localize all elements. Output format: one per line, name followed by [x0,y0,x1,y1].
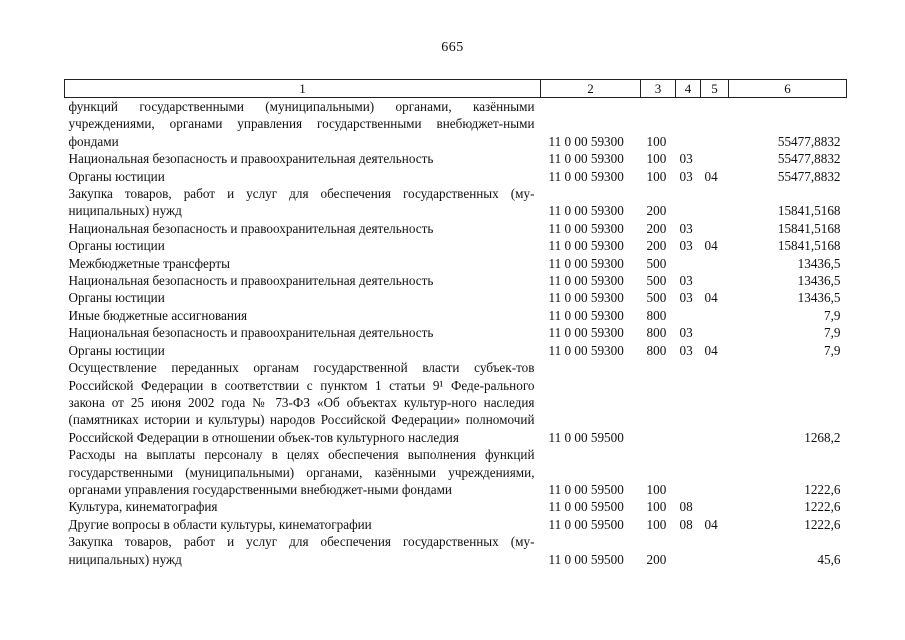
row-section: 08 [679,499,693,515]
table-row [65,342,847,359]
header-col-3: 3 [641,80,676,98]
row-target-code: 11 0 00 59500 [548,499,624,515]
row-target-code: 11 0 00 59300 [548,290,624,306]
header-col-6: 6 [729,80,847,98]
row-target-code: 11 0 00 59500 [548,551,624,567]
table-row [65,98,847,151]
row-amount: 13436,5 [797,273,841,289]
row-section: 03 [679,168,693,184]
row-subsection: 04 [704,516,718,532]
row-expense-type: 100 [646,516,667,532]
table-row [65,272,847,289]
row-expense-type: 500 [646,290,667,306]
row-amount: 15841,5168 [777,203,841,219]
row-amount: 55477,8832 [777,151,841,167]
row-name: Закупка товаров, работ и услуг для обеспечения государственных (му-ниципальных) нужд [68,534,535,567]
row-target-code: 11 0 00 59300 [548,325,624,341]
row-subsection [701,272,729,289]
row-target-code: 11 0 00 59500 [548,429,624,445]
row-expense-type: 100 [646,133,667,149]
table-row [65,237,847,254]
row-expense-type: 200 [646,551,667,567]
row-subsection [701,446,729,498]
row-expense-type [641,359,676,446]
row-section [676,307,701,324]
header-col-4: 4 [676,80,701,98]
row-name: Национальная безопасность и правоохранительная деятельность [68,220,434,236]
header-col-2: 2 [541,80,641,98]
table-row [65,220,847,237]
row-section: 03 [679,342,693,358]
row-expense-type: 200 [646,203,667,219]
row-subsection [701,220,729,237]
row-amount: 45,6 [817,551,841,567]
table-row [65,150,847,167]
row-amount: 7,9 [824,307,841,323]
table-body [65,98,847,568]
row-expense-type: 100 [646,168,667,184]
row-section [676,185,701,220]
table-row [65,185,847,220]
row-expense-type: 200 [646,238,667,254]
row-name: Национальная безопасность и правоохранительная деятельность [68,325,434,341]
row-target-code: 11 0 00 59300 [548,151,624,167]
row-target-code: 11 0 00 59300 [548,220,624,236]
row-name: Культура, кинематография [68,499,218,515]
row-name: Органы юстиции [68,342,165,358]
row-section: 03 [679,273,693,289]
row-section [676,359,701,446]
row-subsection [701,498,729,515]
row-amount: 15841,5168 [777,220,841,236]
header-col-5: 5 [701,80,729,98]
row-amount: 55477,8832 [777,168,841,184]
row-target-code: 11 0 00 59300 [548,133,624,149]
row-expense-type: 100 [646,499,667,515]
row-section [676,533,701,568]
row-expense-type: 100 [646,151,667,167]
row-amount: 55477,8832 [777,133,841,149]
row-amount: 13436,5 [797,290,841,306]
row-section: 03 [679,325,693,341]
row-section [676,446,701,498]
row-name: Национальная безопасность и правоохранительная деятельность [68,273,434,289]
row-subsection [701,98,729,151]
row-section [676,98,701,151]
row-subsection [701,307,729,324]
table-row [65,255,847,272]
row-amount: 15841,5168 [777,238,841,254]
row-subsection [701,150,729,167]
row-subsection [701,185,729,220]
row-name: Другие вопросы в области культуры, кинематографии [68,516,372,532]
row-expense-type: 500 [646,255,667,271]
row-target-code: 11 0 00 59300 [548,273,624,289]
row-target-code: 11 0 00 59500 [548,481,624,497]
row-expense-type: 100 [646,481,667,497]
table-row [65,168,847,185]
table-row [65,498,847,515]
row-subsection [701,324,729,341]
row-amount: 7,9 [824,325,841,341]
row-section: 03 [679,220,693,236]
row-name: Межбюджетные трансферты [68,255,230,271]
row-subsection: 04 [704,342,718,358]
table-row [65,533,847,568]
row-subsection [701,255,729,272]
row-target-code: 11 0 00 59500 [548,516,624,532]
table-row [65,289,847,306]
row-target-code: 11 0 00 59300 [548,307,624,323]
table-header-row [65,80,847,98]
row-section: 08 [679,516,693,532]
table-row [65,359,847,446]
table-row [65,446,847,498]
row-expense-type: 200 [646,220,667,236]
row-target-code: 11 0 00 59300 [548,342,624,358]
table-row [65,307,847,324]
row-target-code: 11 0 00 59300 [548,255,624,271]
row-expense-type: 500 [646,273,667,289]
row-amount: 1222,6 [804,499,841,515]
row-amount: 1222,6 [804,516,841,532]
row-expense-type: 800 [646,342,667,358]
row-subsection: 04 [704,238,718,254]
row-name: Органы юстиции [68,168,165,184]
row-subsection [701,533,729,568]
row-subsection [701,359,729,446]
row-name: Закупка товаров, работ и услуг для обеспечения государственных (му-ниципальных) нужд [68,186,535,219]
row-name: функций государственными (муниципальными) органами, казёнными учреждениями, органами управления государственными внебюджет-ными фондами [68,99,535,149]
header-col-1: 1 [65,80,541,98]
budget-table [64,79,847,568]
row-amount: 1222,6 [804,481,841,497]
row-name: Осуществление переданных органам государственной власти субъек-тов Российской Федерации в соответствии с пунктом 1 статьи 9¹ Феде-рального закона от 25 июня 2002 года № 73-ФЗ «Об объектах культур-ного наследия (памятниках истории и культуры) народов Российской Федерации» полномочий Российской Федерации в отношении объек-тов культурного наследия [68,360,535,445]
row-name: Расходы на выплаты персоналу в целях обеспечения выполнения функций государственными (муниципальными) органами, казёнными учреждениями, органами управления государственными внебюджет-ными фондами [68,447,535,497]
row-section: 03 [679,151,693,167]
row-section [676,255,701,272]
row-name: Органы юстиции [68,290,165,306]
row-target-code: 11 0 00 59300 [548,238,624,254]
row-amount: 1268,2 [804,429,841,445]
row-subsection: 04 [704,168,718,184]
row-section: 03 [679,238,693,254]
row-target-code: 11 0 00 59300 [548,203,624,219]
row-expense-type: 800 [646,325,667,341]
page-number: 665 [441,40,464,55]
row-amount: 7,9 [824,342,841,358]
row-expense-type: 800 [646,307,667,323]
table-row [65,324,847,341]
row-section: 03 [679,290,693,306]
row-name: Национальная безопасность и правоохранительная деятельность [68,151,434,167]
row-amount: 13436,5 [797,255,841,271]
row-name: Органы юстиции [68,238,165,254]
row-name: Иные бюджетные ассигнования [68,307,248,323]
row-target-code: 11 0 00 59300 [548,168,624,184]
table-row [65,516,847,533]
row-subsection: 04 [704,290,718,306]
